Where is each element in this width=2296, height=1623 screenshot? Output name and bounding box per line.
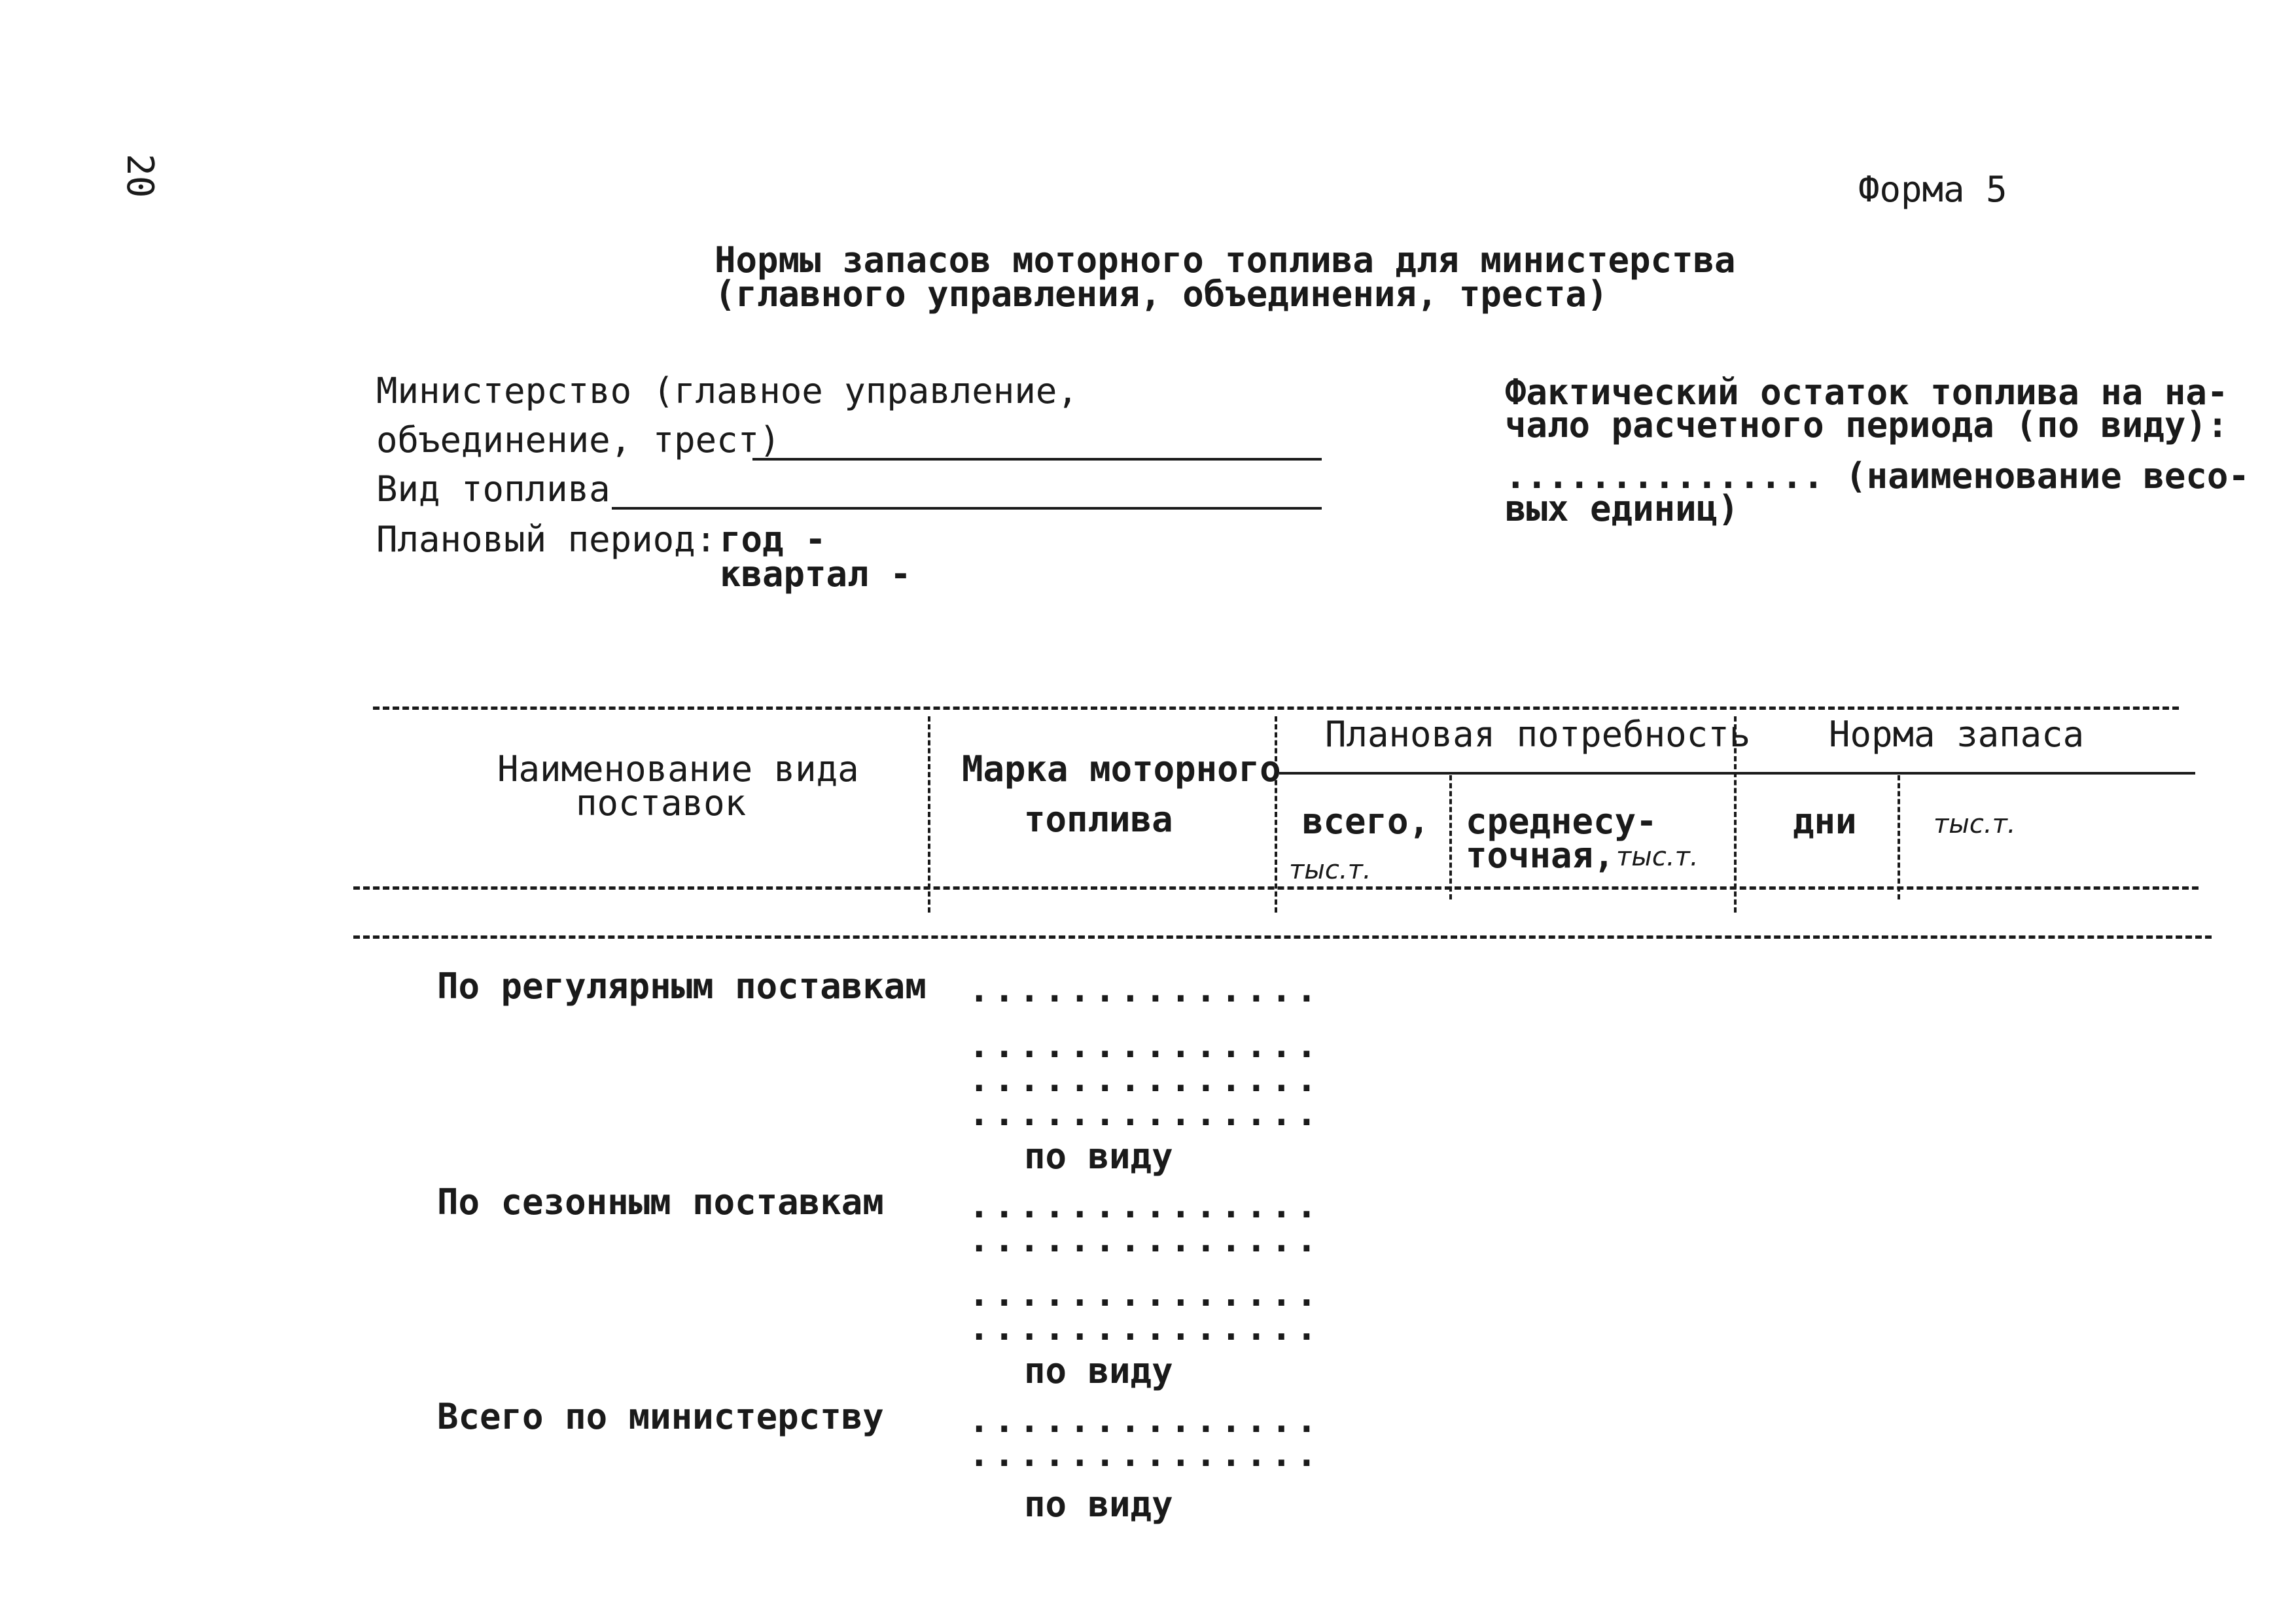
col-separator-5: [1898, 775, 1900, 899]
col-fuel-brand-1: Марка моторного: [962, 748, 1281, 790]
actual-balance-line-4: вых единиц): [1505, 488, 1739, 529]
col-days: дни: [1793, 801, 1857, 842]
col-separator-2: [1275, 716, 1277, 913]
col-supply-type-1: Наименование вида: [497, 748, 859, 790]
actual-balance-line-1: Фактический остаток топлива на на-: [1505, 372, 2229, 413]
col-daily-1: среднесу-: [1466, 801, 1657, 842]
body-top-rule: [353, 935, 2212, 939]
col-total: всего,: [1302, 801, 1430, 842]
ministry-label-2: объединение, трест): [376, 419, 781, 461]
title-line-2: (главного управления, объединения, треста): [715, 273, 1608, 315]
ministry-label-1: Министерство (главное управление,: [376, 370, 1078, 411]
form-label: Форма 5: [1858, 169, 2007, 210]
subheader-rule: [1279, 772, 2195, 775]
col-daily-unit: тыс.т.: [1616, 842, 1699, 872]
row-regular-by-type: по виду: [1024, 1136, 1173, 1177]
year-label: год -: [720, 519, 826, 560]
col-separator-1: [928, 716, 930, 913]
row-regular-label: По регулярным поставкам: [437, 966, 927, 1007]
row-seasonal-label: По сезонным поставкам: [437, 1181, 884, 1223]
row-total-dots-2: ..............: [968, 1433, 1322, 1475]
quarter-label: квартал -: [720, 553, 911, 595]
row-seasonal-dots-2: ..............: [968, 1219, 1322, 1260]
col-supply-type-2: поставок: [576, 782, 747, 824]
row-seasonal-by-type: по виду: [1024, 1350, 1173, 1391]
row-seasonal-dots-3: ..............: [968, 1273, 1322, 1314]
col-norm-unit: тыс.т.: [1934, 809, 2016, 839]
actual-balance-line-2: чало расчетного периода (по виду):: [1505, 404, 2229, 445]
row-seasonal-dots-1: ..............: [968, 1185, 1322, 1226]
table-top-rule: [373, 707, 2179, 710]
group-stock-norm: Норма запаса: [1829, 714, 2085, 755]
col-fuel-brand-2: топлива: [1024, 799, 1173, 840]
actual-balance-line-3: ............... (наименование весо-: [1505, 455, 2250, 497]
row-regular-dots-3: ..............: [968, 1058, 1322, 1100]
planned-period-label: Плановый период:: [376, 519, 717, 560]
fuel-type-field-line: [612, 507, 1322, 510]
row-regular-dots-2: ..............: [968, 1024, 1322, 1066]
page-number: 20: [118, 154, 161, 198]
row-total-label: Всего по министерству: [437, 1396, 884, 1437]
group-planned-need: Плановая потребность: [1325, 714, 1751, 755]
ministry-field-line: [752, 458, 1322, 461]
row-seasonal-dots-4: ..............: [968, 1307, 1322, 1348]
fuel-type-label: Вид топлива: [376, 468, 610, 510]
col-total-unit: тыс.т.: [1289, 855, 1371, 885]
row-regular-dots-4: ..............: [968, 1092, 1322, 1134]
row-regular-dots-1: ..............: [968, 969, 1322, 1010]
col-daily-2: точная,: [1466, 835, 1615, 876]
row-total-by-type: по виду: [1024, 1484, 1173, 1525]
title-line-1: Нормы запасов моторного топлива для министерства: [715, 239, 1736, 281]
col-separator-3: [1449, 775, 1452, 899]
row-total-dots-1: ..............: [968, 1399, 1322, 1440]
